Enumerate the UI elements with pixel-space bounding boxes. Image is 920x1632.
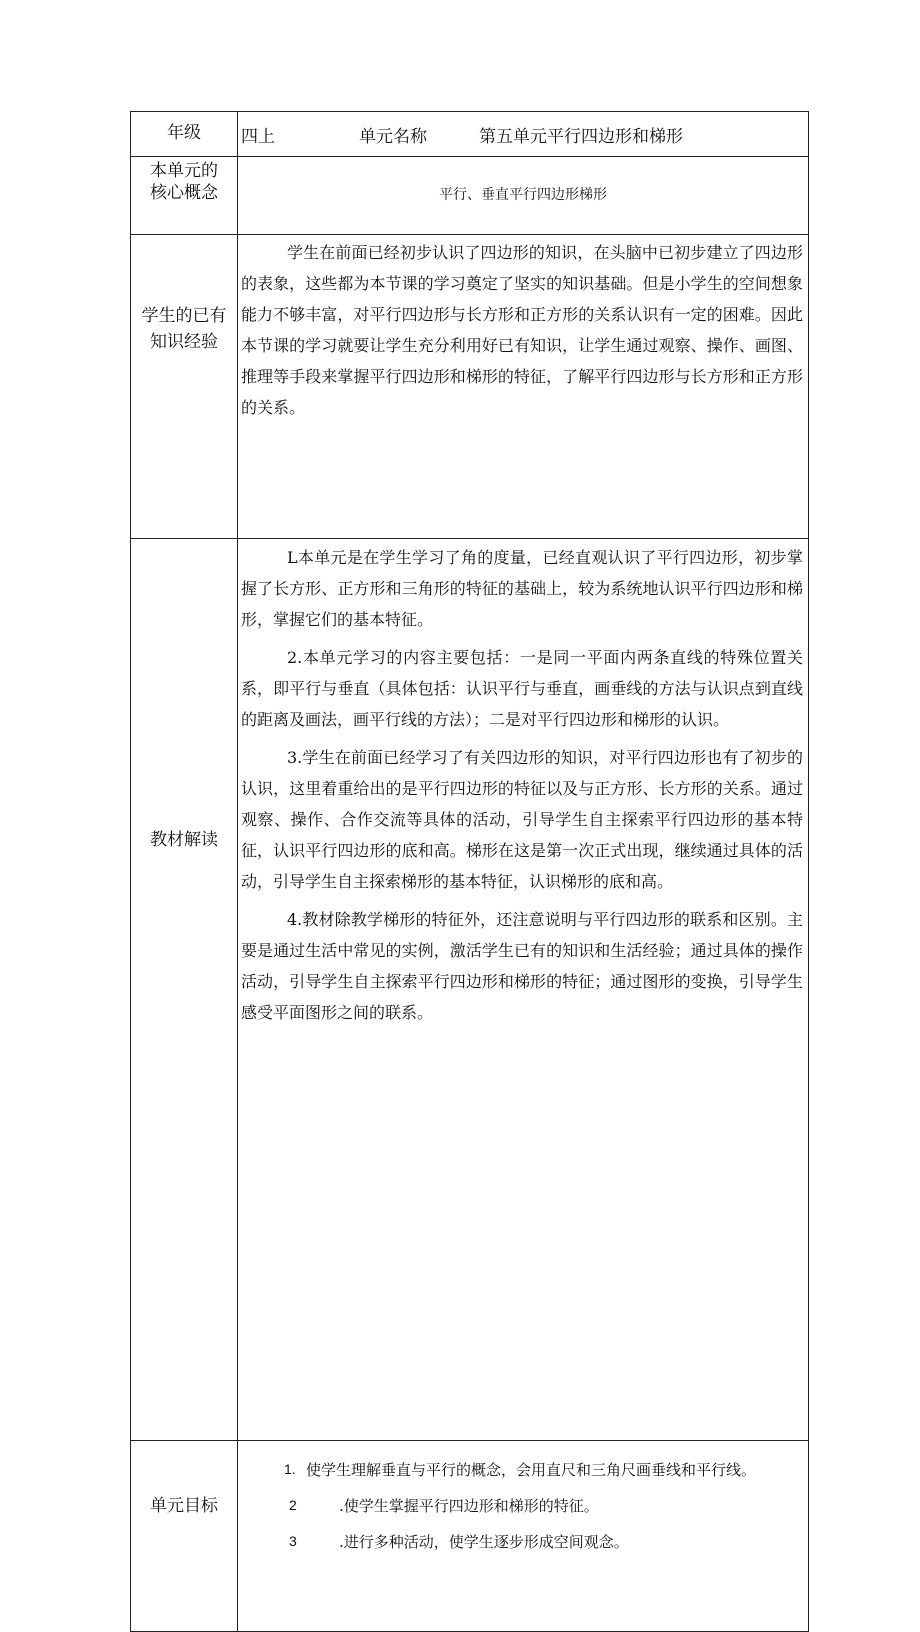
goal-item (238, 1451, 808, 1487)
grade-value: 四上 (241, 127, 275, 147)
experience-cell (238, 235, 809, 539)
textbook-cell (238, 539, 809, 1441)
unit-plan-table (130, 111, 809, 1632)
goal-number: 2 (289, 1497, 297, 1513)
goals-label: 单元目标 (131, 1441, 238, 1632)
textbook-paragraph-2: 2.本单元学习的内容主要包括：一是同一平面内两条直线的特殊位置关系，即平行与垂直（具体包括：认识平行与垂直，画垂线的方法与认识点到直线的距离及画法，画平行线的方法）；二是对平行四边形和梯形的认识。 (241, 648, 803, 729)
goal-item (238, 1523, 808, 1559)
goal-text: 使学生理解垂直与平行的概念，会用直尺和三角尺画垂线和平行线。 (306, 1460, 757, 1479)
grade-info-cell (238, 112, 809, 157)
unit-name-label: 单元名称 (359, 127, 427, 147)
grade-row (131, 112, 809, 157)
concept-label-line1: 本单元的 (150, 161, 218, 181)
experience-label-line2: 知识经验 (150, 332, 218, 352)
experience-label (131, 235, 238, 539)
textbook-paragraph-3: 3.学生在前面已经学习了有关四边形的知识，对平行四边形也有了初步的认识，这里着重给出的是平行四边形的特征以及与正方形、长方形的关系。通过观察、操作、合作交流等具体的活动，引导学生自主探索平行四边形的基本特征，认识平行四边形的底和高。梯形在这是第一次正式出现，继续通过具体的活动，引导学生自主探索梯形的基本特征，认识梯形的底和高。 (241, 748, 803, 891)
textbook-paragraph-1: L本单元是在学生学习了角的度量，已经直观认识了平行四边形，初步掌握了长方形、正方形和三角形的特征的基础上，较为系统地认识平行四边形和梯形，掌握它们的基本特征。 (241, 548, 803, 629)
concept-label-line2: 核心概念 (150, 183, 218, 203)
experience-text: 学生在前面已经初步认识了四边形的知识，在头脑中已初步建立了四边形的表象，这些都为本节课的学习奠定了坚实的知识基础。但是小学生的空间想象能力不够丰富，对平行四边形与长方形和正方形的关系认识有一定的困难。因此本节课的学习就要让学生充分利用好已有知识，让学生通过观察、操作、画图、推理等手段来掌握平行四边形和梯形的特征，了解平行四边形与长方形和正方形的关系。 (241, 243, 803, 417)
textbook-row (131, 539, 809, 1441)
experience-label-line1: 学生的已有 (141, 306, 227, 326)
grade-label: 年级 (131, 112, 238, 157)
goals-row (131, 1441, 809, 1632)
goal-number: 1. (284, 1461, 296, 1477)
concept-label (131, 157, 238, 235)
experience-row (131, 235, 809, 539)
goal-text: .进行多种活动，使学生逐步形成空间观念。 (339, 1532, 629, 1551)
concept-value: 平行、垂直平行四边形梯形 (238, 157, 809, 235)
goal-item (238, 1487, 808, 1523)
goals-cell (238, 1441, 809, 1632)
textbook-paragraph-4: 4.教材除教学梯形的特征外，还注意说明与平行四边形的联系和区别。主要是通过生活中常见的实例，激活学生已有的知识和生活经验；通过具体的操作活动，引导学生自主探索平行四边形和梯形的特征；通过图形的变换，引导学生感受平面图形之间的联系。 (241, 910, 803, 1022)
concept-row (131, 157, 809, 235)
textbook-label: 教材解读 (131, 539, 238, 1441)
goal-number: 3 (289, 1533, 297, 1549)
goal-text: .使学生掌握平行四边形和梯形的特征。 (339, 1496, 599, 1515)
unit-name-value: 第五单元平行四边形和梯形 (479, 127, 683, 147)
